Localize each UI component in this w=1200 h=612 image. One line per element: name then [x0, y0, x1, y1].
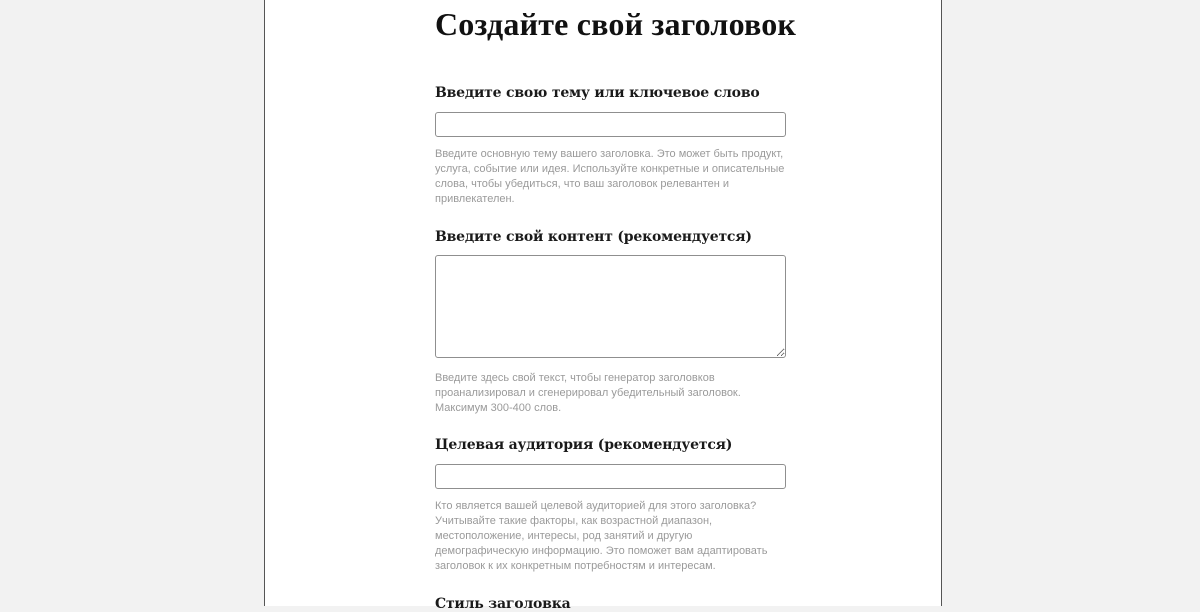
- topic-input[interactable]: [435, 112, 786, 137]
- content-help-text: Введите здесь свой текст, чтобы генератор заголовков проанализировал и сгенерировал убедительный заголовок. Максимум 300-400 слов.: [435, 372, 741, 414]
- audience-input[interactable]: [435, 464, 786, 489]
- content-label: Введите свой контент (рекомендуется): [435, 229, 752, 245]
- main-panel: [264, 0, 942, 612]
- audience-label: Целевая аудитория (рекомендуется): [435, 437, 733, 453]
- content-textarea[interactable]: [435, 255, 786, 358]
- page-title: Создайте свой заголовок: [435, 6, 797, 42]
- style-label: Стиль заголовка: [435, 596, 571, 612]
- audience-help-text: Кто является вашей целевой аудиторией для этого заголовка? Учитывайте такие факторы, как возрастной диапазон, местоположение, интересы, род занятий и другую демографическую информацию. Это поможет вам адаптировать заголовок к их конкретным потребностям и интересам.: [435, 500, 768, 572]
- topic-help-text: Введите основную тему вашего заголовка. Это может быть продукт, услуга, событие или идея. Используйте конкретные и описательные слова, чтобы убедиться, что ваш заголовок релевантен и привлекателен.: [435, 148, 785, 205]
- topic-label: Введите свою тему или ключевое слово: [435, 85, 760, 101]
